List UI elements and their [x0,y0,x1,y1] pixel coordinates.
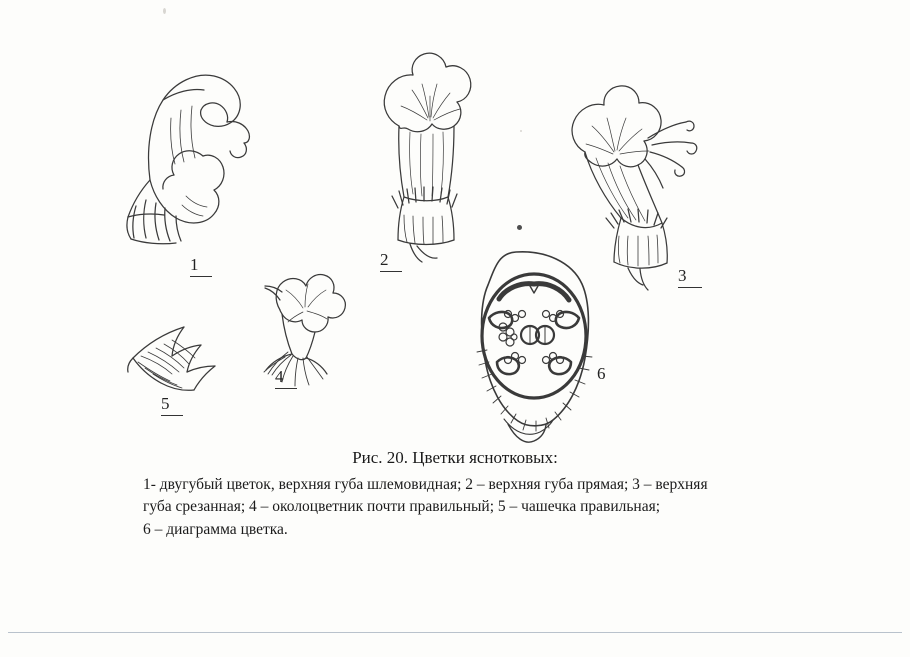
drawing-6-floral-diagram [477,252,592,442]
drawing-3-truncate-lip [572,86,697,290]
drawing-1-helmet-lip [127,75,249,244]
figure-caption-body [143,474,823,541]
figure-label-2 [380,250,402,272]
label-underline [678,287,702,288]
label-underline [161,415,183,416]
caption-line-3: 6 – диаграмма цветка. [143,520,288,538]
caption-line-1: 1- двугубый цветок, верхняя губа шлемовидная; 2 – верхняя губа прямая; 3 – верхняя [143,476,708,493]
figure-label-2-text: 2 [380,250,389,269]
figure-label-3-text: 3 [678,266,687,285]
figure-label-6 [597,364,606,384]
figure-label-1 [190,255,212,277]
figure-label-5-text: 5 [161,394,170,413]
figure-label-4-text: 4 [275,367,284,386]
label-underline [380,271,402,272]
drawing-2-straight-lip [384,53,471,262]
figure-label-5 [161,394,183,416]
figure-label-6-text: 6 [597,364,606,383]
caption-line-2: губа срезанная; 4 – околоцветник почти правильный; 5 – чашечка правильная; [143,498,661,516]
figure-label-3 [678,266,702,288]
figure-label-4 [275,367,297,389]
figure-label-1-text: 1 [190,255,199,274]
page-bottom-rule [8,632,902,633]
figure-caption-title: Рис. 20. Цветки яснотковых: [352,448,558,467]
label-underline [275,388,297,389]
drawing-5-regular-calyx [128,327,215,390]
label-underline [190,276,212,277]
